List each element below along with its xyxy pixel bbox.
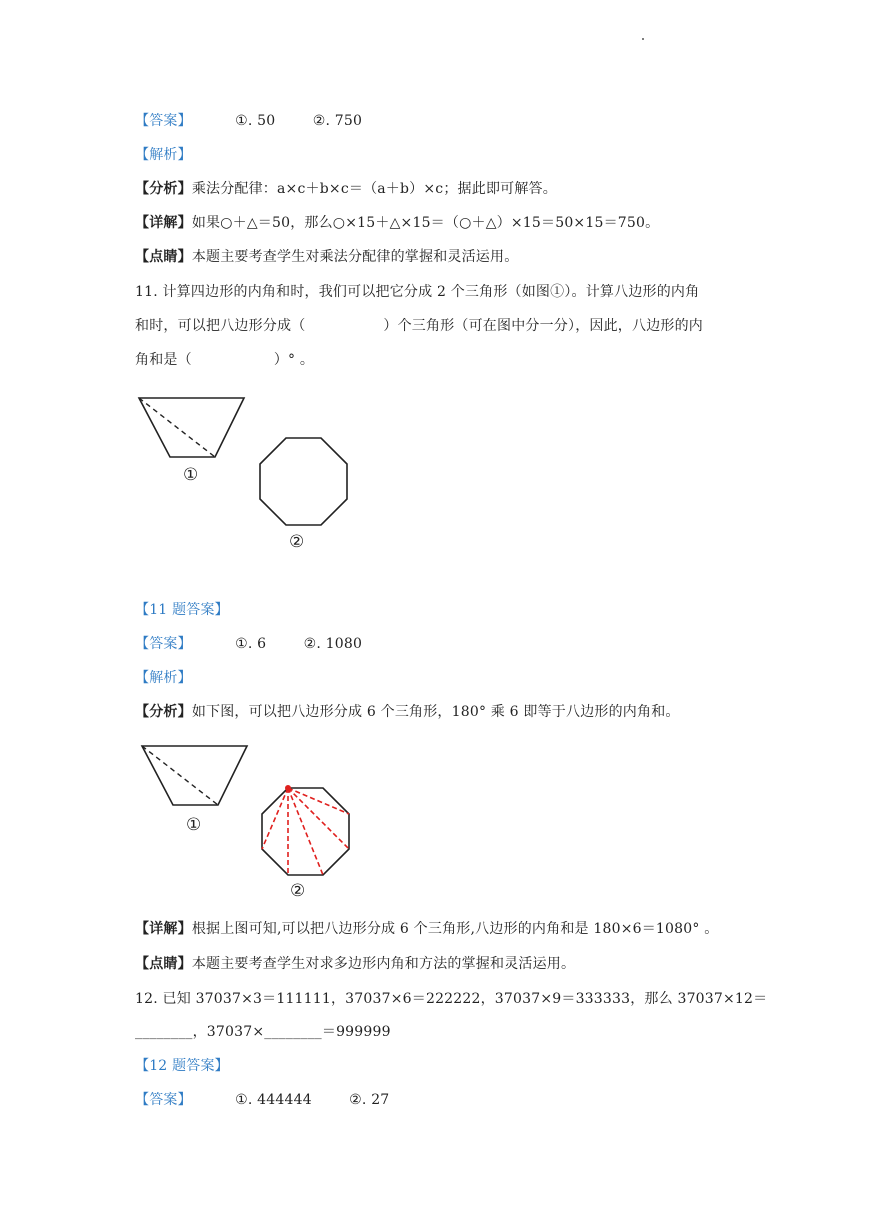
diagonal-line (262, 788, 288, 849)
q11-line3-end: ）° 。 (273, 352, 315, 368)
analysis-fig2-label: ② (290, 881, 306, 901)
octagon-shape (262, 788, 349, 875)
answer-1: ①. 6 (235, 636, 267, 652)
trapezoid-figure-analysis (138, 742, 253, 812)
fig1-label: ① (183, 465, 199, 485)
q11-analysis-tag: 【解析】 (135, 670, 192, 686)
trapezoid-diagonal (142, 746, 218, 805)
dianjing-tag: 【点睛】 (135, 956, 192, 972)
q10-fenxi (135, 179, 557, 199)
dianjing-tag: 【点睛】 (135, 249, 192, 265)
q12-question-line2: ________，37037×________＝999999 (135, 1024, 391, 1040)
xiangjie-text: 如果○＋△＝50，那么○×15＋△×15＝（○＋△）×15＝50×15＝750。 (191, 215, 660, 231)
analysis-fig1-label: ① (186, 815, 202, 835)
q11-xiangjie (135, 919, 718, 939)
fenxi-tag: 【分析】 (135, 181, 192, 197)
diagonal-line (288, 788, 349, 849)
q11-fenxi (135, 702, 680, 722)
dianjing-text: 本题主要考查学生对乘法分配律的掌握和灵活运用。 (191, 249, 519, 265)
q11-answer-title: 【11 题答案】 (135, 602, 229, 618)
trapezoid-diagonal (139, 398, 215, 457)
answer-tag: 【答案】 (135, 636, 192, 652)
q11-question-line3 (135, 350, 314, 370)
q11-line2-start: 和时，可以把八边形分成（ (135, 318, 306, 334)
trapezoid-figure (135, 393, 250, 463)
octagon-figure (257, 436, 351, 530)
q12-answer-row (135, 1090, 389, 1110)
q12-answer-title: 【12 题答案】 (135, 1058, 229, 1074)
fenxi-tag: 【分析】 (135, 704, 192, 720)
vertex-dot (285, 785, 291, 791)
trapezoid-shape (142, 746, 247, 805)
fig2-label: ② (289, 532, 305, 552)
q10-xiangjie (135, 213, 659, 233)
q11-dianjing (135, 954, 575, 974)
answer-2: ②. 1080 (303, 636, 363, 652)
q10-dianjing (135, 247, 518, 267)
q10-answer-row (135, 111, 362, 131)
answer-1: ①. 50 (235, 113, 276, 129)
q11-answer-row (135, 634, 362, 654)
octagon-divided-figure (259, 785, 353, 879)
answer-tag: 【答案】 (135, 113, 192, 129)
answer-2: ②. 750 (312, 113, 363, 129)
trapezoid-shape (139, 398, 244, 457)
dianjing-text: 本题主要考查学生对求多边形内角和方法的掌握和灵活运用。 (191, 956, 576, 972)
answer-1: ①. 444444 (235, 1092, 312, 1108)
q12-question-line1: 12. 已知 37037×3＝111111，37037×6＝222222，37037×9＝333333，那么 37037×12＝ (135, 991, 768, 1007)
q11-line2-end: ）个三角形（可在图中分一分），因此，八边形的内 (383, 318, 704, 334)
xiangjie-tag: 【详解】 (135, 215, 192, 231)
fenxi-text: 如下图，可以把八边形分成 6 个三角形，180° 乘 6 即等于八边形的内角和。 (191, 704, 680, 720)
answer-tag: 【答案】 (135, 1092, 192, 1108)
answer-2: ②. 27 (349, 1092, 390, 1108)
q11-question-line2 (135, 316, 703, 336)
diagonal-line (288, 788, 349, 814)
fenxi-text: 乘法分配律：a×c＋b×c＝（a＋b）×c；据此即可解答。 (191, 181, 557, 197)
page-mark (642, 38, 644, 40)
xiangjie-tag: 【详解】 (135, 921, 192, 937)
q10-analysis-tag: 【解析】 (135, 147, 192, 163)
xiangjie-text: 根据上图可知,可以把八边形分成 6 个三角形,八边形的内角和是 180×6＝1080° 。 (191, 921, 719, 937)
q11-question-line1: 11. 计算四边形的内角和时，我们可以把它分成 2 个三角形（如图①）。计算八边形的内角 (135, 284, 700, 300)
q11-line3-start: 角和是（ (135, 352, 192, 368)
octagon-shape (260, 438, 347, 525)
